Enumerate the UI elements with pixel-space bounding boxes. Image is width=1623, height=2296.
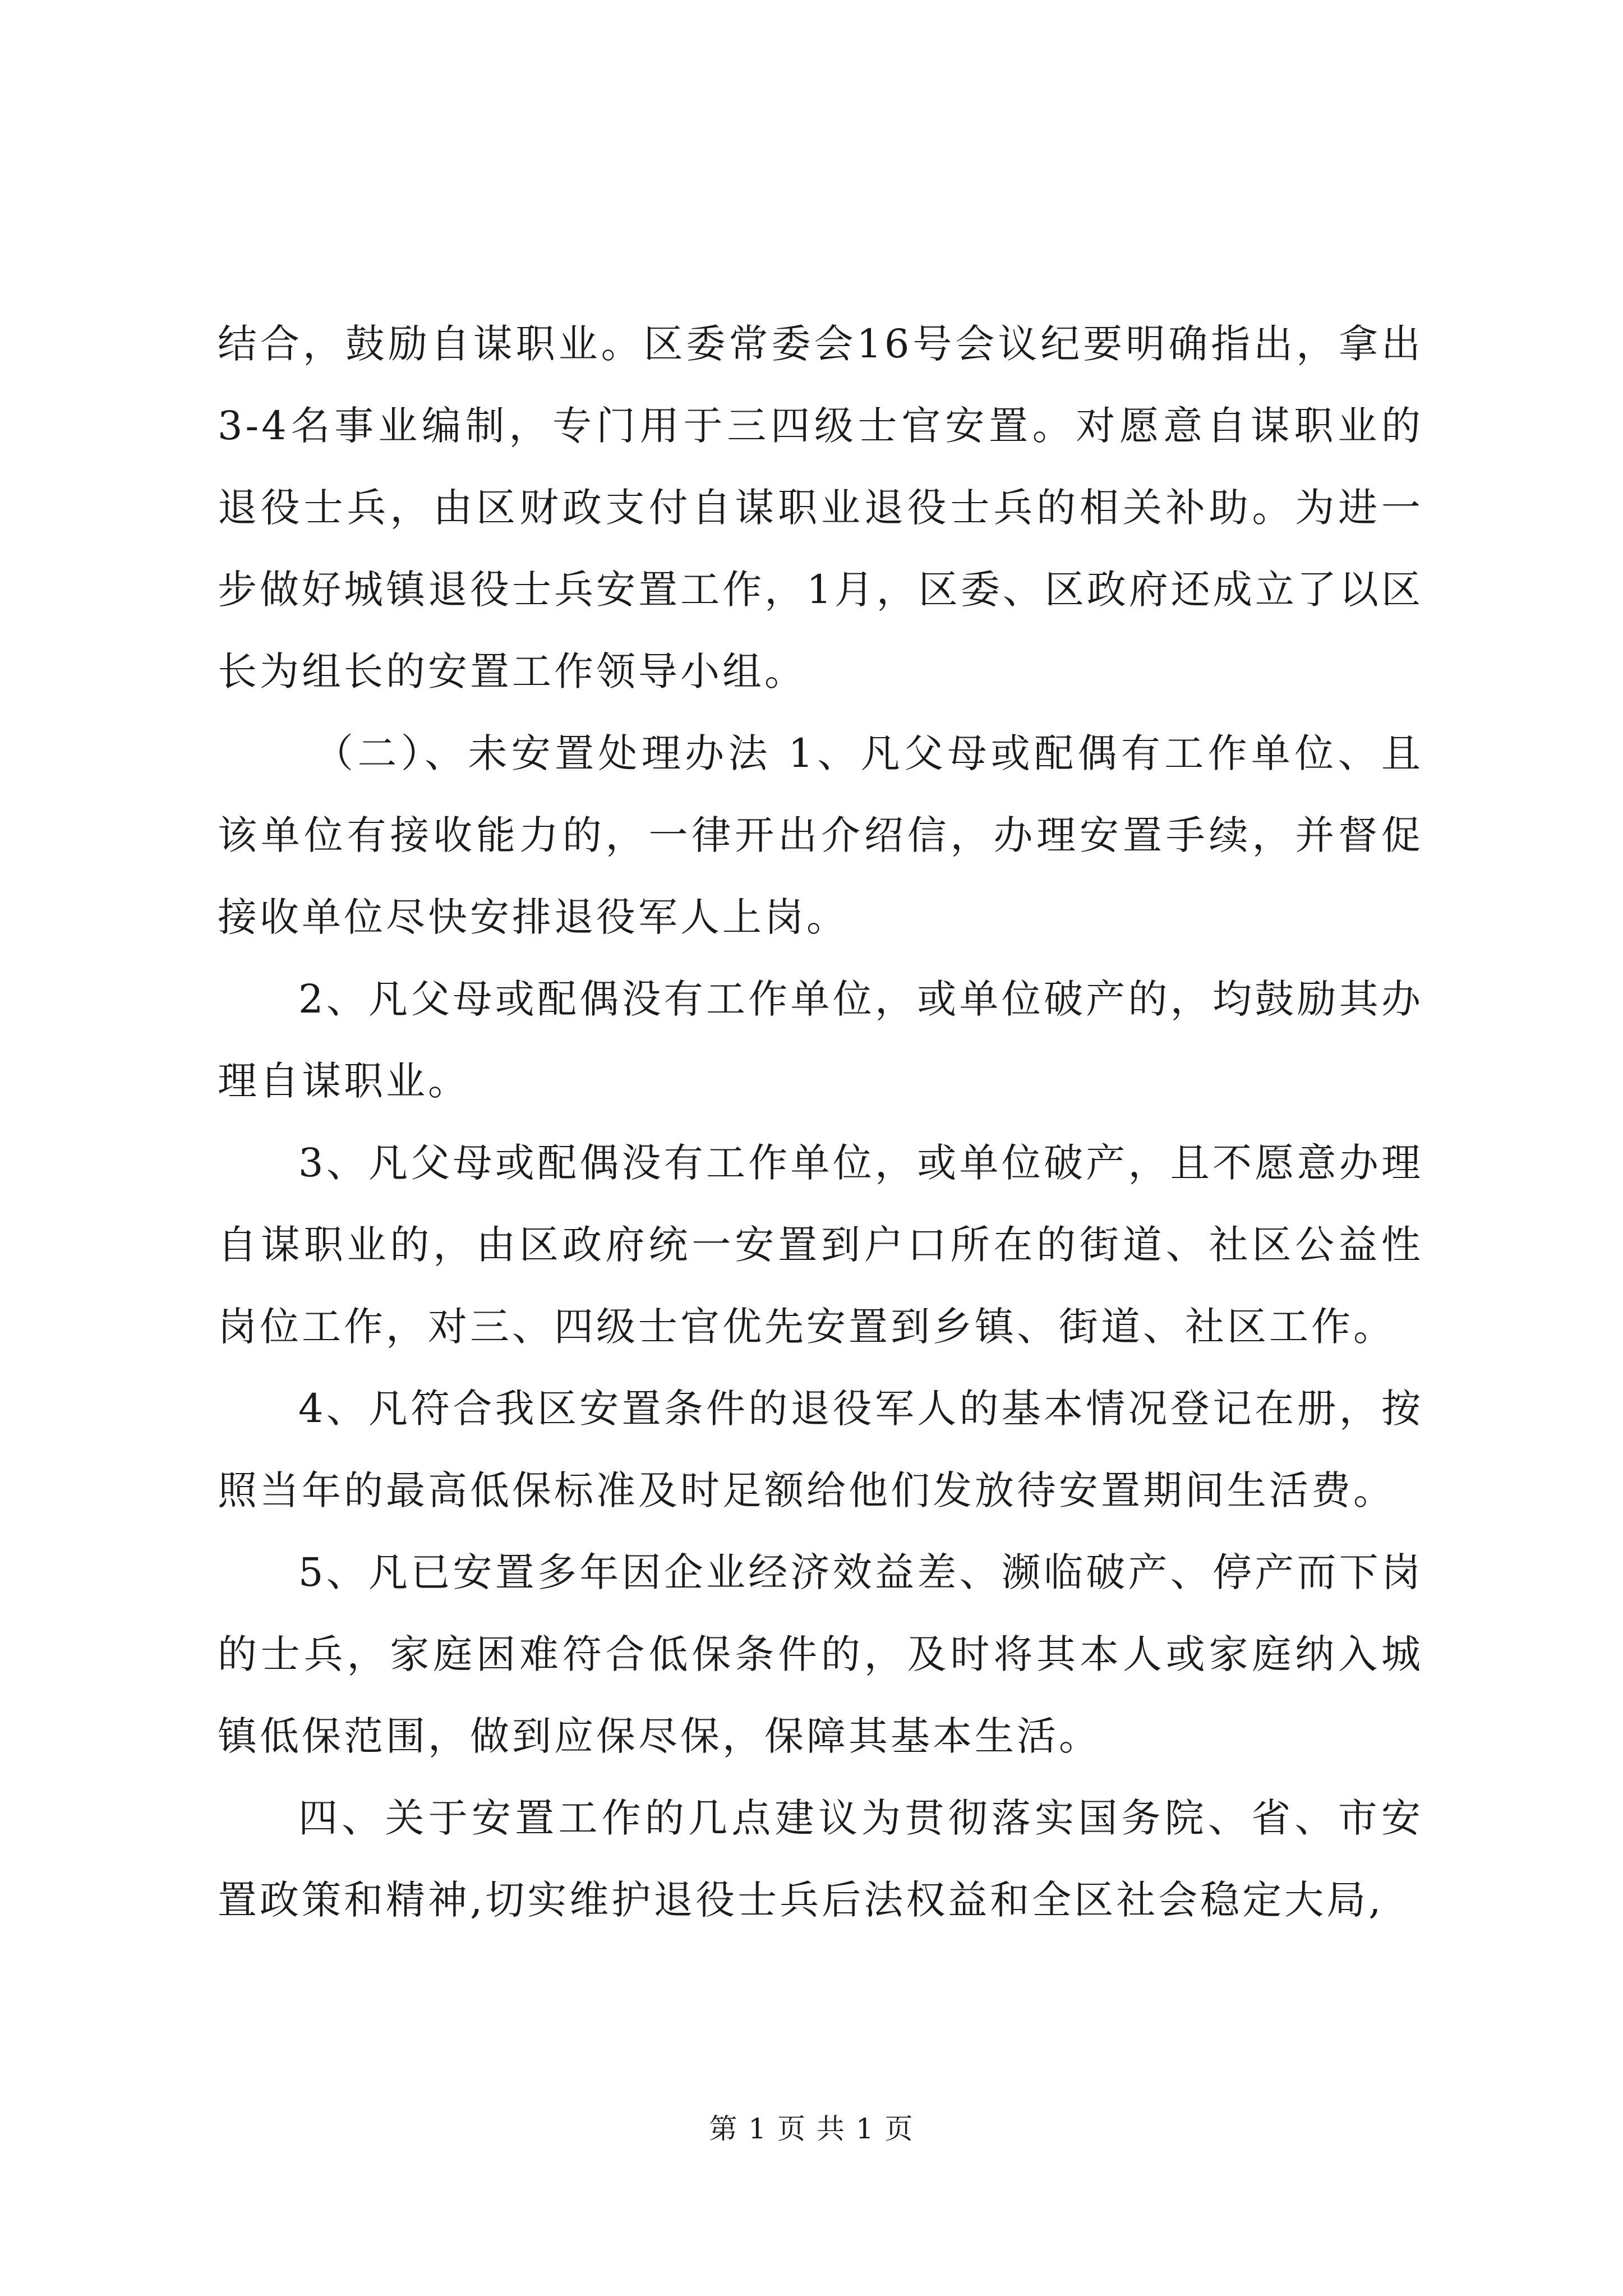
paragraph-item-3: 3、凡父母或配偶没有工作单位，或单位破产，且不愿意办理自谋职业的，由区政府统一安置到户口所在的街道、社区公益性岗位工作，对三、四级士官优先安置到乡镇、街道、社区工作。 (218, 1140, 1423, 1350)
paragraph-unplaced-handling: （二）、未安置处理办法 1、凡父母或配偶有工作单位、且该单位有接收能力的，一律开出介绍信，办理安置手续，并督促接收单位尽快安排退役军人上岗。 (218, 730, 1423, 940)
page-footer: 第 1 页 共 1 页 (709, 2113, 914, 2145)
paragraph-continuation: 结合，鼓励自谋职业。区委常委会16号会议纪要明确指出，拿出3-4名事业编制，专门用于三四级士官安置。对愿意自谋职业的退役士兵，由区财政支付自谋职业退役士兵的相关补助。为进一步做好城镇退役士兵安置工作，1月，区委、区政府还成立了以区长为组长的安置工作领导小组。 (218, 321, 1423, 694)
paragraph-item-5: 5、凡已安置多年因企业经济效益差、濒临破产、停产而下岗的士兵，家庭困难符合低保条件的，及时将其本人或家庭纳入城镇低保范围，做到应保尽保，保障其基本生活。 (218, 1549, 1423, 1759)
paragraph-item-2: 2、凡父母或配偶没有工作单位，或单位破产的，均鼓励其办理自谋职业。 (218, 976, 1423, 1104)
paragraph-section-4: 四、关于安置工作的几点建议为贯彻落实国务院、省、市安置政策和精神,切实维护退役士兵后法权益和全区社会稳定大局, (218, 1795, 1423, 1923)
document-body (218, 303, 1423, 1941)
paragraph-item-4: 4、凡符合我区安置条件的退役军人的基本情况登记在册，按照当年的最高低保标准及时足额给他们发放待安置期间生活费。 (218, 1386, 1423, 1513)
